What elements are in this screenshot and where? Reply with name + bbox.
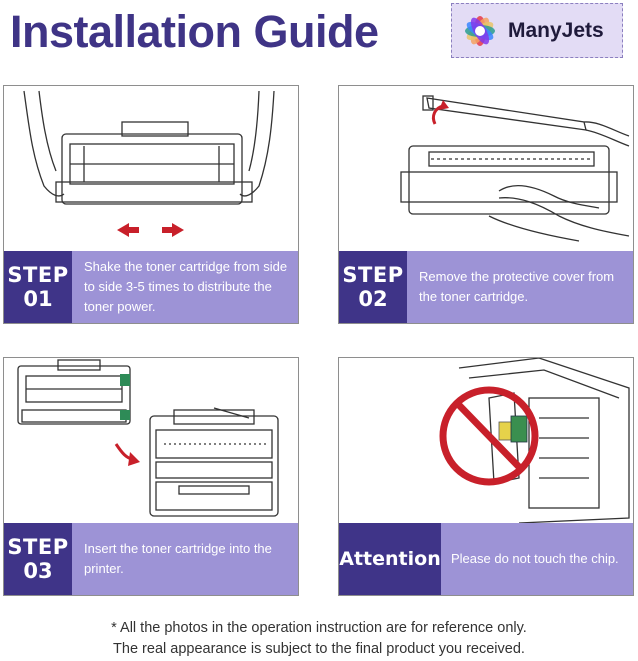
- step-1-band: [4, 251, 298, 323]
- step-3-band: [4, 523, 298, 595]
- attention-text: Please do not touch the chip.: [451, 551, 619, 566]
- step-1-text: Shake the toner cartridge from side to side 3-5 times to distribute the toner power.: [84, 259, 288, 314]
- shake-cartridge-illustration: [4, 86, 298, 251]
- step-card-1: [3, 85, 299, 324]
- page-title: Installation Guide: [10, 6, 379, 57]
- remove-cover-illustration: [339, 86, 633, 251]
- step-2-band: [339, 251, 633, 323]
- attention-band: [339, 523, 633, 595]
- step-3-badge: [4, 523, 72, 595]
- step-2-word: STEP: [342, 263, 404, 287]
- footer-note-line-1: * All the photos in the operation instruction are for reference only.: [111, 620, 527, 636]
- footer-note-line-2: The real appearance is subject to the final product you received.: [113, 641, 525, 657]
- step-3-number: 03: [23, 559, 53, 583]
- step-2-text: Remove the protective cover from the toner cartridge.: [419, 269, 615, 304]
- step-3-text: Insert the toner cartridge into the printer.: [84, 541, 272, 576]
- brand-badge: [451, 3, 623, 58]
- brand-name: ManyJets: [508, 18, 604, 42]
- attention-card: [338, 357, 634, 596]
- brand-logo-icon: [460, 11, 500, 51]
- step-1-word: STEP: [7, 263, 69, 287]
- step-1-number: 01: [23, 287, 53, 311]
- insert-cartridge-illustration: [4, 358, 298, 523]
- step-3-word: STEP: [7, 535, 69, 559]
- chip-warning-illustration: [339, 358, 633, 523]
- step-1-badge: [4, 251, 72, 323]
- step-card-3: [3, 357, 299, 596]
- step-2-number: 02: [358, 287, 388, 311]
- step-2-badge: [339, 251, 407, 323]
- attention-badge: Attention: [339, 523, 441, 595]
- step-card-2: [338, 85, 634, 324]
